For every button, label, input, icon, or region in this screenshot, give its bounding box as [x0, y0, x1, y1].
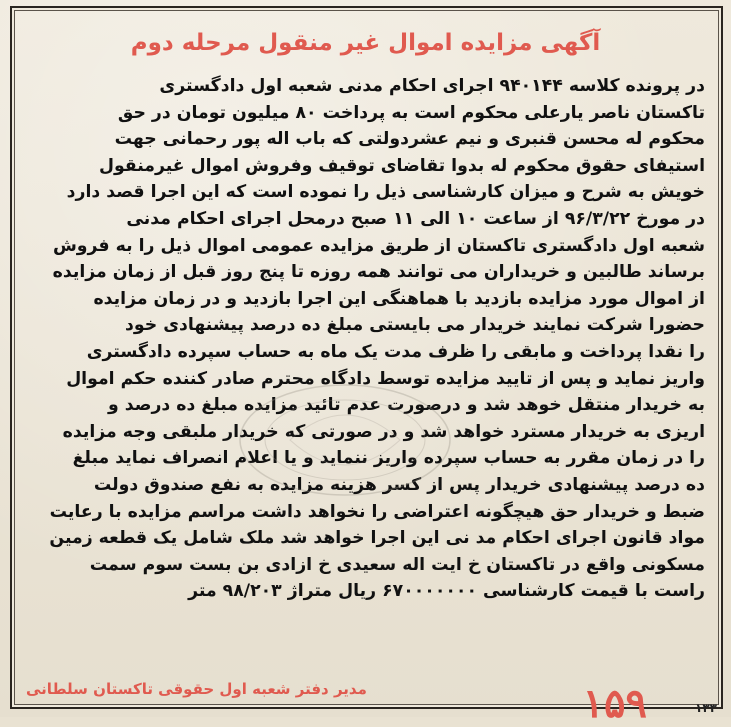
body-line: برساند طالبین و خریداران می توانند همه روزه تا پنج روز قبل از زمان مزایده [52, 262, 705, 283]
body-line: راست با قیمت کارشناسی ۶۷۰۰۰۰۰۰۰ ریال متراژ ۹۸/۲۰۳ متر [188, 581, 705, 602]
body-line: را نقدا پرداخت و مابقی را ظرف مدت یک ماه به حساب سپرده دادگستری [86, 341, 705, 362]
body-line: در پرونده کلاسه ۹۴۰۱۴۴ اجرای احکام مدنی شعبه اول دادگستری [159, 76, 705, 96]
notice-body [28, 73, 705, 605]
body-line: مسکونی واقع در تاکستان خ ایت اله سعیدی خ ازادی بن بست سوم سمت [89, 554, 705, 575]
body-line: اریزی به خریدار مسترد خواهد شد و در صورتی که خریدار ملبقی وجه مزایده [62, 421, 705, 442]
body-line: شعبه اول دادگستری تاکستان از طریق مزایده عمومی اموال ذیل را به فروش [52, 235, 705, 256]
body-line: در مورخ ۹۶/۳/۲۲ از ساعت ۱۰ الی ۱۱ صبح درمحل اجرای احکام مدنی [126, 208, 705, 229]
body-line: به خریدار منتقل خوهد شد و درصورت عدم تائید مزایده مبلغ ده درصد و [108, 395, 705, 416]
body-line: ضبط و خریدار حق هیچگونه اعتراضی را نخواهد داشت مراسم مزایده با رعایت [49, 501, 705, 522]
body-line: تاکستان ناصر یارعلی محکوم است به پرداخت ۸۰ میلیون تومان در حق [117, 102, 705, 123]
notice-title: آگهی مزایده اموال غیر منقول مرحله دوم [130, 30, 601, 56]
body-line: محکوم له محسن قنبری و نیم عشردولتی که باب اله پور رحمانی جهت [114, 129, 705, 150]
body-line: واریز نماید و پس از تایید مزایده توسط دادگاه محترم صادر کننده حکم اموال [66, 368, 705, 389]
corner-mark: ۱۳۳ [695, 701, 717, 715]
body-line: را در زمان مقرر به حساب سپرده واریز ننماید و یا اعلام انصراف نماید مبلغ [72, 448, 705, 469]
body-line: خویش به شرح و میزان کارشناسی ذیل را نموده است که این اجرا قصد دارد [66, 182, 705, 203]
body-line: از اموال مورد مزایده بازدید با هماهنگی این اجرا بازدید و در زمان مزایده [93, 288, 705, 309]
body-line: ده درصد پیشنهادی خریدار پس از کسر هزینه مزایده به نفع صندوق دولت [93, 474, 705, 495]
body-line: حضورا شرکت نمایند خریدار می بایستی مبلغ ده درصد پیشنهادی خود [125, 315, 705, 336]
body-line: مواد قانون اجرای احکام مد نی این اجرا خواهد شد ملک شامل یک قطعه زمین [49, 528, 705, 549]
body-line: استیفای حقوق محکوم له بدوا تقاضای توقیف وفروش اموال غیرمنقول [98, 155, 705, 176]
signature-line: مدیر دفتر شعبه اول حقوقی تاکستان سلطانی [26, 680, 367, 698]
stamp-number: ۱۵۹ [582, 680, 647, 727]
